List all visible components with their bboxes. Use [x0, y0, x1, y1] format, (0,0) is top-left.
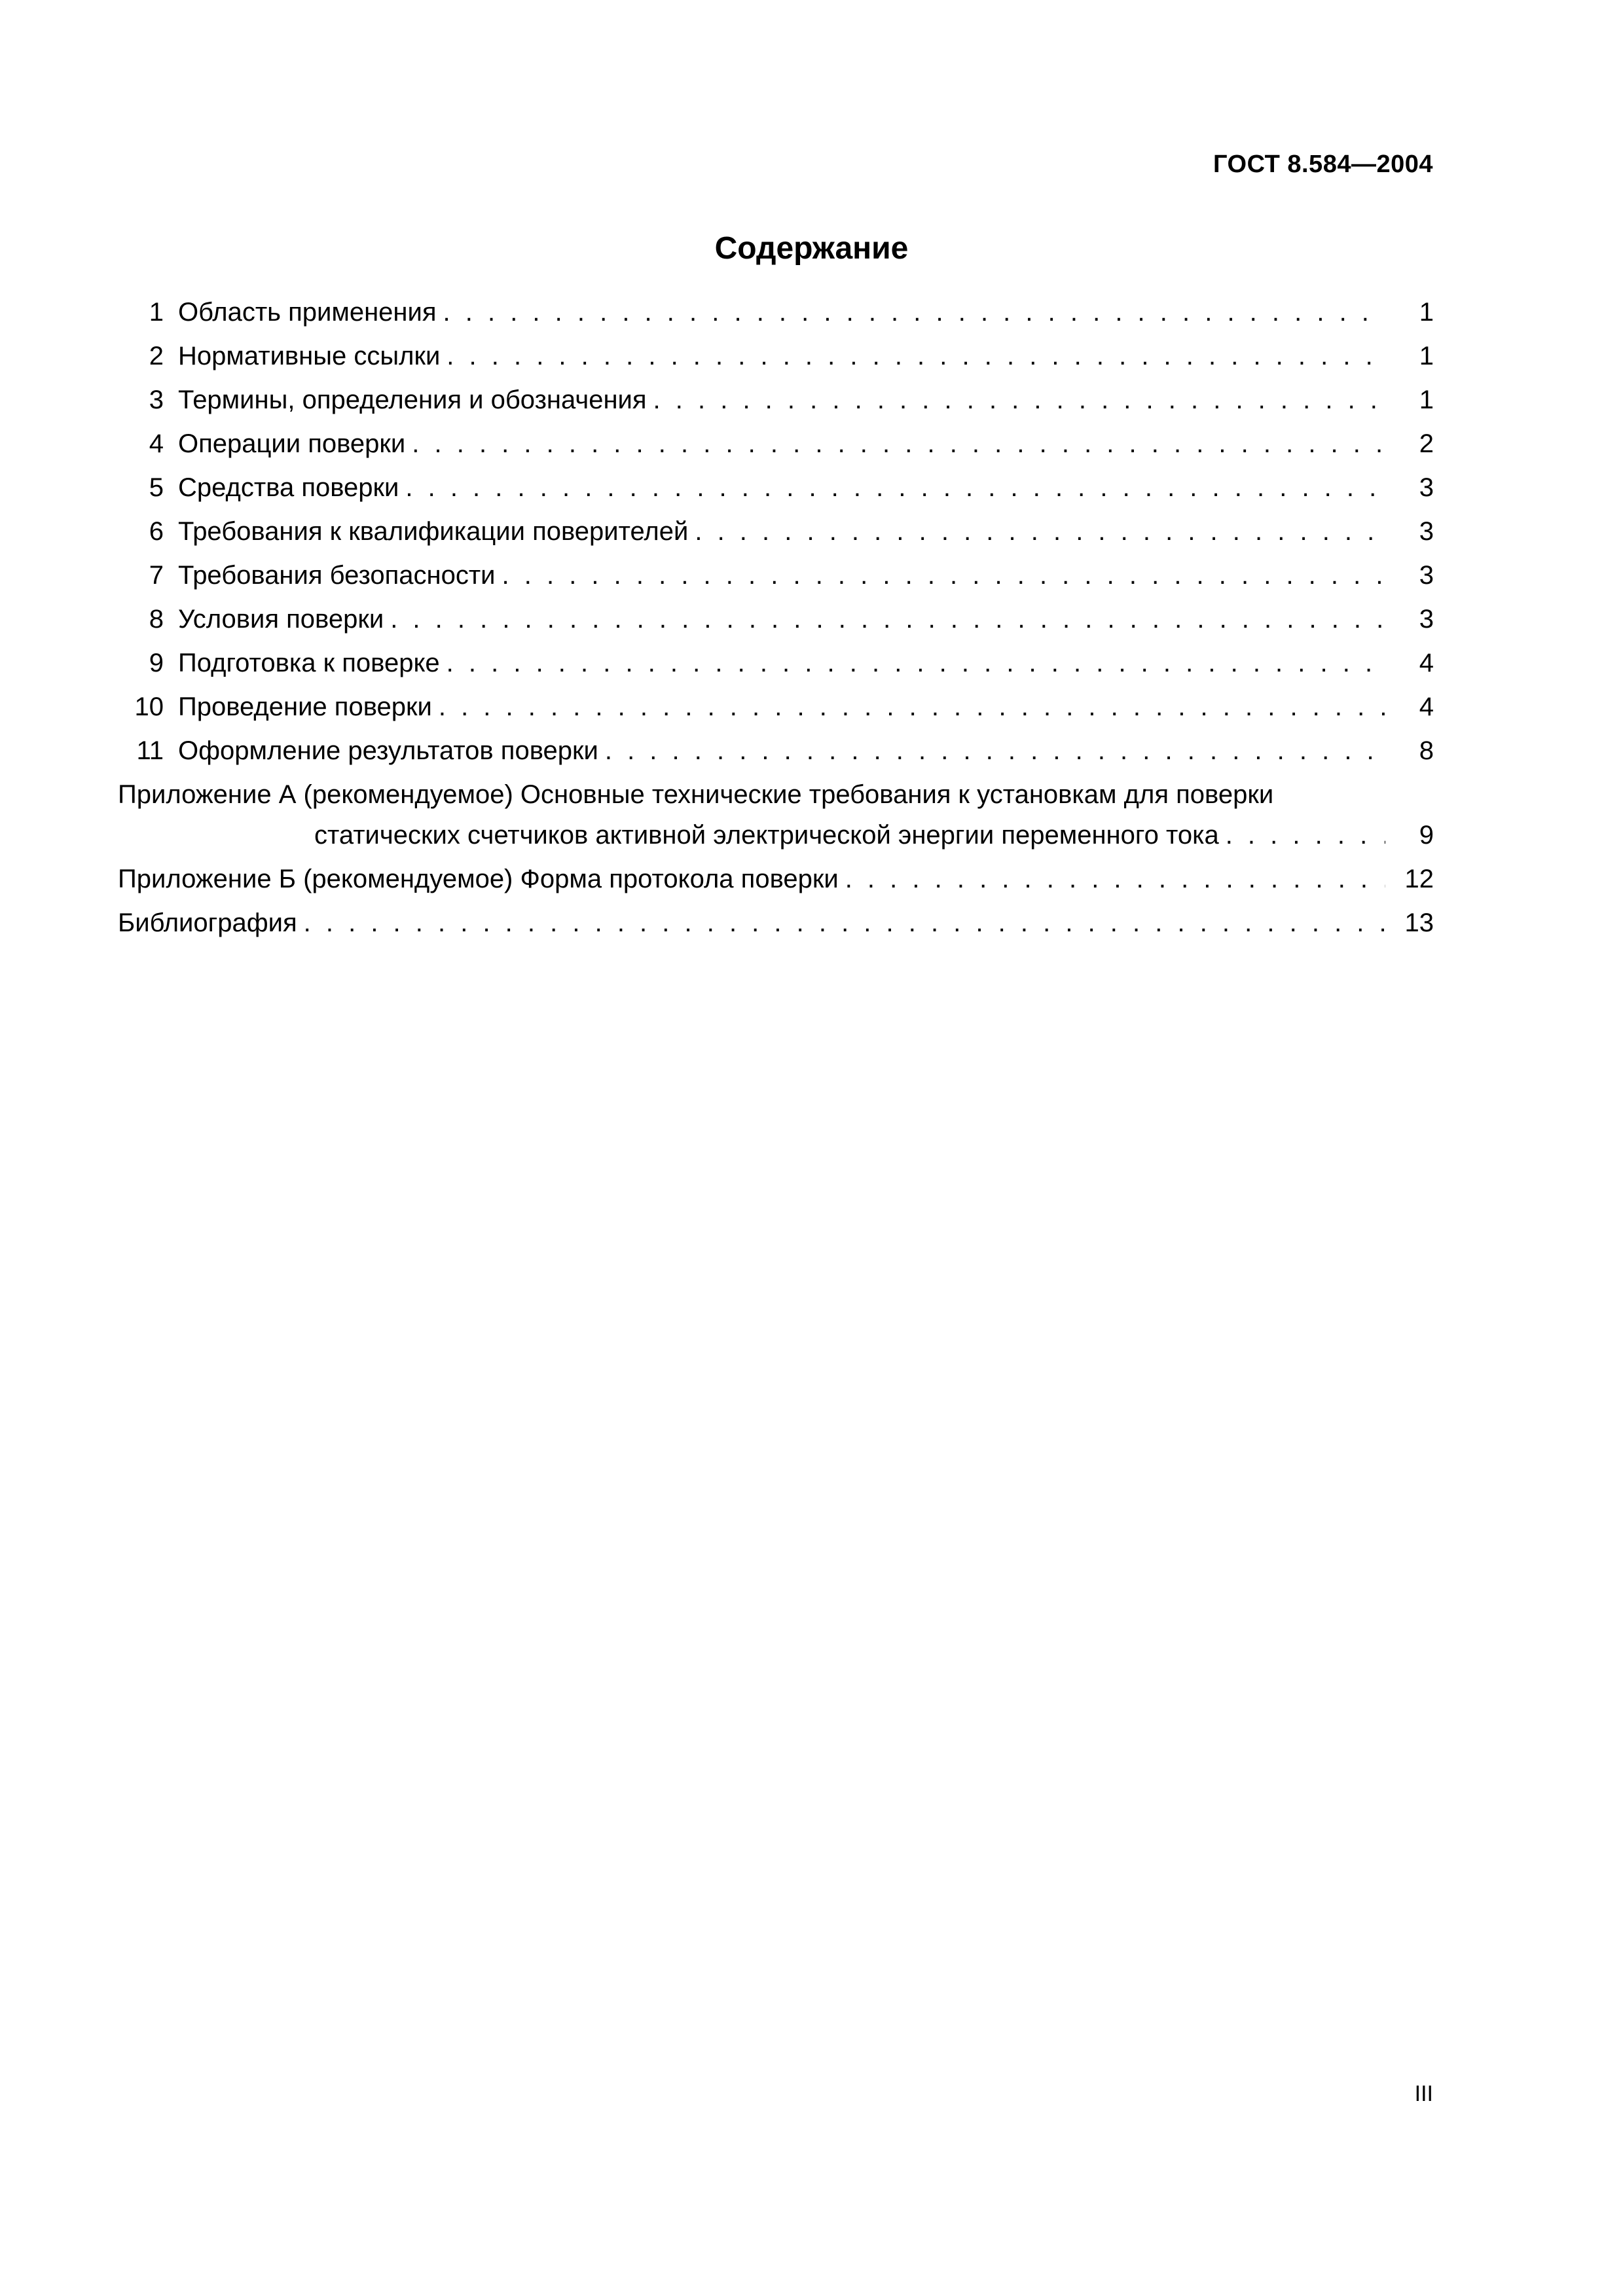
toc-entry-title: Операции поверки [178, 429, 406, 458]
toc-entry-number: 11 [136, 736, 164, 765]
toc-entry[interactable] [118, 517, 1434, 561]
toc-entry-number: 1 [149, 298, 164, 327]
toc-leader-dots [447, 649, 1385, 678]
page-number: III [1414, 2081, 1433, 2106]
toc-bibliography[interactable] [118, 908, 1434, 952]
toc-entry-page: 3 [1419, 517, 1434, 546]
toc-entry-title: Подготовка к поверке [178, 649, 440, 677]
toc-title: Содержание [714, 231, 909, 266]
toc-entry-page: 3 [1419, 605, 1434, 634]
toc-entry-title: Область применения [178, 298, 437, 327]
toc-entry-title: Условия поверки [178, 605, 384, 634]
document-code: ГОСТ 8.584—2004 [1213, 151, 1433, 178]
toc-entry-title: Требования к квалификации поверителей [178, 517, 689, 546]
toc-appendix-a-line2[interactable] [118, 821, 1434, 865]
toc-entry-page: 9 [1419, 821, 1434, 850]
toc-leader-dots [439, 692, 1385, 722]
toc-leader-dots [304, 908, 1385, 938]
toc-leader-dots [502, 561, 1385, 590]
toc-entry-page: 4 [1419, 649, 1434, 677]
toc-entry-title: Оформление результатов поверки [178, 736, 598, 765]
toc-entry[interactable] [118, 736, 1434, 780]
toc-leader-dots [390, 605, 1385, 634]
toc-entry-page: 13 [1404, 908, 1434, 937]
toc-entry-page: 3 [1419, 473, 1434, 502]
toc-leader-dots [653, 386, 1385, 415]
toc-entry[interactable] [118, 649, 1434, 692]
toc-leader-dots [605, 736, 1385, 766]
table-of-contents [118, 298, 1434, 952]
toc-leader-dots [447, 342, 1385, 371]
toc-entry[interactable] [118, 342, 1434, 386]
toc-entry-page: 1 [1419, 342, 1434, 370]
toc-entry-number: 7 [149, 561, 164, 590]
toc-entry-title: Средства поверки [178, 473, 399, 502]
toc-leader-dots [412, 429, 1385, 459]
toc-leader-dots [443, 298, 1385, 327]
toc-appendix-a-title-continued: статических счетчиков активной электрической энергии переменного тока [314, 821, 1219, 850]
toc-entry-page: 12 [1404, 865, 1434, 893]
toc-leader-dots [845, 865, 1385, 894]
toc-entry-number: 2 [149, 342, 164, 370]
toc-appendix-a-line1[interactable] [118, 780, 1434, 821]
toc-entry-number: 6 [149, 517, 164, 546]
toc-appendix-b[interactable] [118, 865, 1434, 908]
toc-entry-page: 1 [1419, 298, 1434, 327]
toc-entry-page: 8 [1419, 736, 1434, 765]
toc-entry[interactable] [118, 561, 1434, 605]
toc-entry-page: 2 [1419, 429, 1434, 458]
toc-entry-number: 4 [149, 429, 164, 458]
toc-entry-number: 10 [134, 692, 164, 721]
toc-entry-title: Термины, определения и обозначения [178, 386, 647, 414]
toc-entry-title: Проведение поверки [178, 692, 432, 721]
toc-leader-dots [1226, 821, 1385, 850]
toc-entry[interactable] [118, 429, 1434, 473]
toc-entry-page: 3 [1419, 561, 1434, 590]
toc-appendix-b-title: Приложение Б (рекомендуемое) Форма протокола поверки [118, 865, 839, 893]
toc-entry[interactable] [118, 692, 1434, 736]
toc-leader-dots [405, 473, 1385, 503]
toc-entry[interactable] [118, 605, 1434, 649]
toc-entry-number: 8 [149, 605, 164, 634]
toc-entry[interactable] [118, 386, 1434, 429]
toc-entry-number: 9 [149, 649, 164, 677]
toc-entry-title: Нормативные ссылки [178, 342, 441, 370]
toc-bibliography-title: Библиография [118, 908, 297, 937]
toc-entry-page: 4 [1419, 692, 1434, 721]
toc-entry-number: 5 [149, 473, 164, 502]
toc-entry-title: Требования безопасности [178, 561, 496, 590]
toc-appendix-a-title: Приложение А (рекомендуемое) Основные технические требования к установкам для поверки [118, 780, 1274, 809]
toc-entry-number: 3 [149, 386, 164, 414]
toc-leader-dots [695, 517, 1385, 547]
toc-entry[interactable] [118, 473, 1434, 517]
toc-entry[interactable] [118, 298, 1434, 342]
toc-entry-page: 1 [1419, 386, 1434, 414]
